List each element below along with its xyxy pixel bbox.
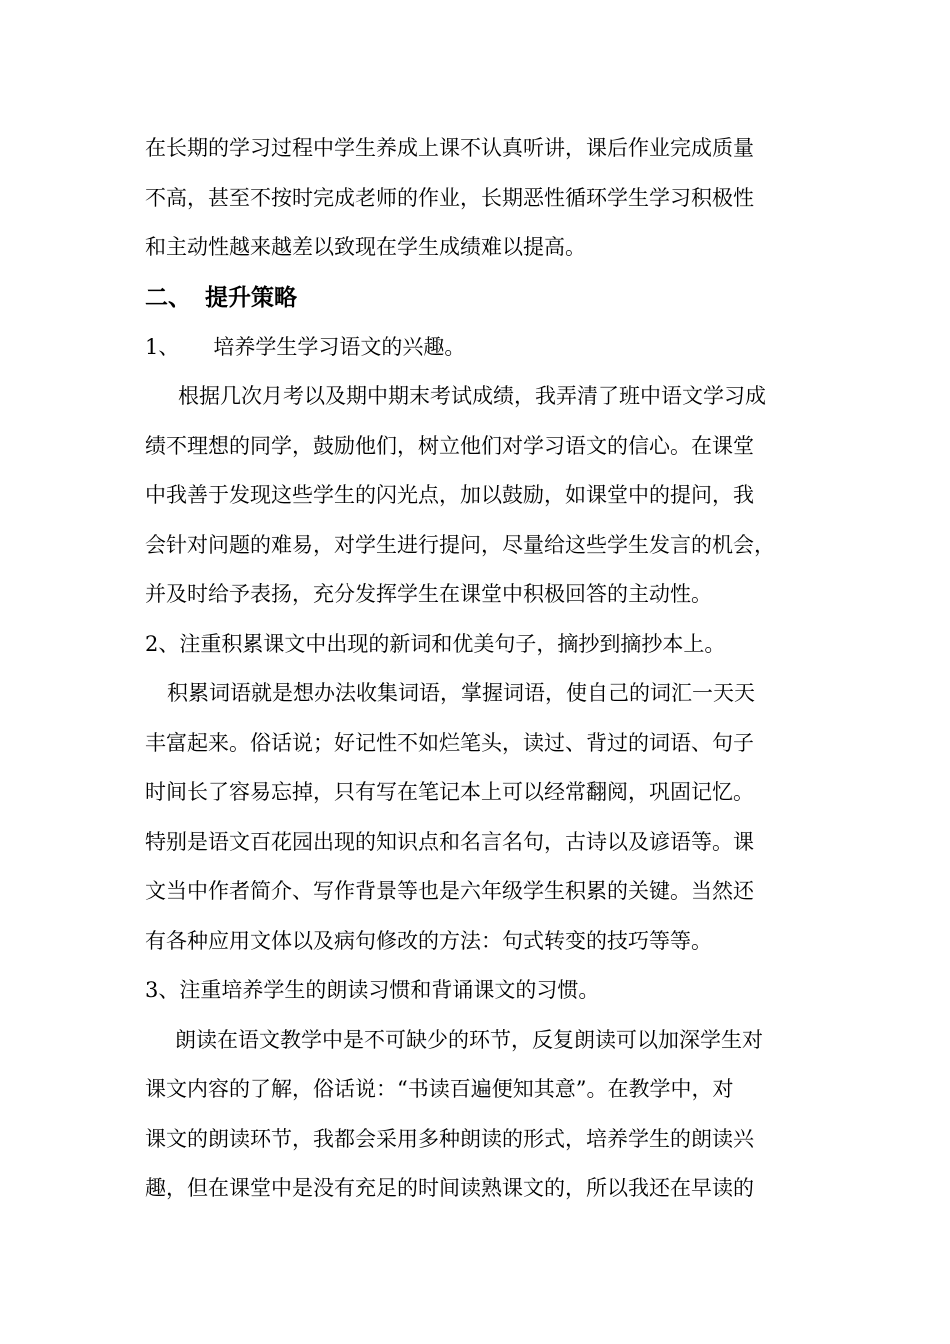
paragraph-1-line-3: 中我善于发现这些学生的闪光点，加以鼓励，如课堂中的提问，我 xyxy=(145,483,754,507)
paragraph-1-line-1: 根据几次月考以及期中期末考试成绩，我弄清了班中语文学习成 xyxy=(178,384,766,408)
intro-line-3: 和主动性越来越差以致现在学生成绩难以提高。 xyxy=(145,235,586,259)
section-heading-number: 二、 xyxy=(145,284,191,311)
paragraph-1-line-5: 并及时给予表扬，充分发挥学生在课堂中积极回答的主动性。 xyxy=(145,582,712,606)
item-3-heading: 3、注重培养学生的朗读习惯和背诵课文的习惯。 xyxy=(145,978,600,1002)
paragraph-2-line-2: 丰富起来。俗话说；好记性不如烂笔头，读过、背过的词语、句子 xyxy=(145,730,754,755)
paragraph-2-line-1: 积累词语就是想办法收集词语，掌握词语，使自己的词汇一天天 xyxy=(167,681,755,705)
paragraph-2-line-5: 文当中作者简介、写作背景等也是六年级学生积累的关键。当然还 xyxy=(145,879,754,903)
paragraph-2-line-3: 时间长了容易忘掉，只有写在笔记本上可以经常翻阅，巩固记忆。 xyxy=(145,780,754,804)
intro-line-2: 不高，甚至不按时完成老师的作业，长期恶性循环学生学习积极性 xyxy=(145,185,754,210)
paragraph-3-line-2: 课文内容的了解，俗话说：“书读百遍便知其意”。在教学中，对 xyxy=(145,1077,734,1101)
item-1-heading xyxy=(145,323,815,373)
intro-line-1: 在长期的学习过程中学生养成上课不认真听讲，课后作业完成质量 xyxy=(145,136,754,160)
paragraph-3-line-3: 课文的朗读环节，我都会采用多种朗读的形式，培养学生的朗读兴 xyxy=(145,1126,754,1151)
item-1-title: 培养学生学习语文的兴趣。 xyxy=(213,334,466,359)
item-2-heading: 2、注重积累课文中出现的新词和优美句子，摘抄到摘抄本上。 xyxy=(145,631,726,656)
paragraph-3-line-4: 趣，但在课堂中是没有充足的时间读熟课文的，所以我还在早读的 xyxy=(145,1176,754,1200)
paragraph-1-line-4: 会针对问题的难易，对学生进行提问，尽量给这些学生发言的机会， xyxy=(145,532,775,557)
paragraph-2-line-6: 有各种应用文体以及病句修改的方法：句式转变的技巧等等。 xyxy=(145,928,712,953)
paragraph-2-line-4: 特别是语文百花园出现的知识点和名言名句，古诗以及谚语等。课 xyxy=(145,829,754,854)
document-body xyxy=(145,124,815,1214)
paragraph-3-line-1: 朗读在语文教学中是不可缺少的环节，反复朗读可以加深学生对 xyxy=(175,1027,763,1052)
section-heading-title: 提升策略 xyxy=(205,284,297,311)
paragraph-1-line-2: 绩不理想的同学，鼓励他们，树立他们对学习语文的信心。在课堂 xyxy=(145,433,754,458)
section-heading xyxy=(145,273,815,323)
item-1-number: 1、 xyxy=(145,334,180,359)
